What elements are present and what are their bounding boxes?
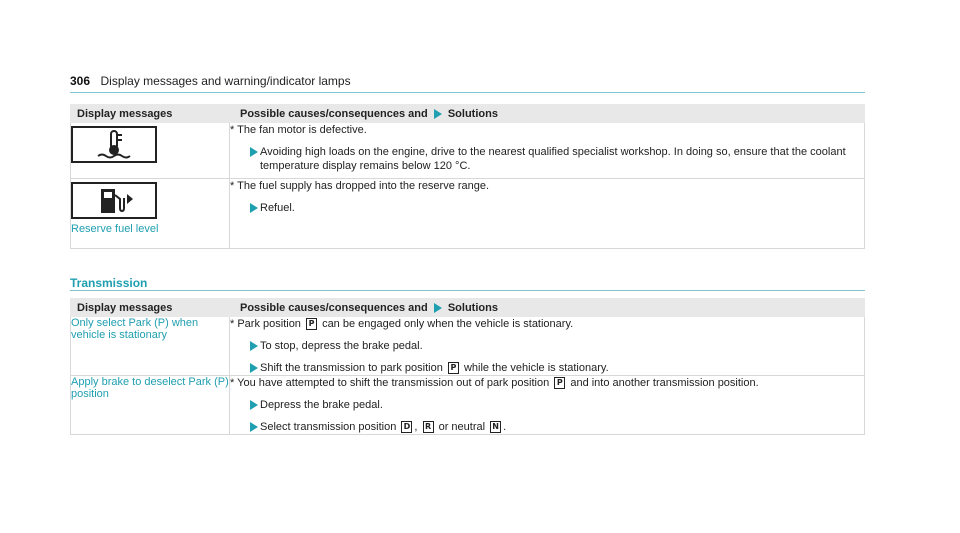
cause-text: * The fan motor is defective. bbox=[230, 124, 367, 136]
col-solutions-label: Solutions bbox=[447, 107, 498, 120]
arrow-right-icon bbox=[250, 363, 258, 373]
cause-text: * The fuel supply has dropped into the reserve range. bbox=[230, 180, 490, 192]
arrow-right-icon bbox=[250, 422, 258, 432]
cause-text-part: * Park position bbox=[230, 318, 301, 330]
solution-step bbox=[230, 398, 864, 412]
solution-step bbox=[230, 361, 864, 375]
solution-cell bbox=[230, 123, 865, 179]
page-number: 306 bbox=[70, 74, 91, 88]
table-row bbox=[71, 376, 865, 435]
park-key-icon: P bbox=[448, 362, 459, 374]
messages-table-transmission bbox=[70, 298, 865, 435]
step-text: , bbox=[414, 421, 418, 433]
step-text: or neutral bbox=[438, 421, 486, 433]
col-causes-label: Possible causes/consequences and bbox=[240, 301, 428, 314]
park-key-icon: P bbox=[306, 318, 317, 330]
step-text: . bbox=[503, 421, 507, 433]
table-row bbox=[71, 179, 865, 249]
display-message-cell bbox=[71, 179, 230, 249]
step-text: Refuel. bbox=[260, 202, 295, 214]
arrow-right-icon bbox=[250, 400, 258, 410]
message-label: Apply brake to deselect Park (P) position bbox=[71, 376, 230, 435]
solution-step bbox=[230, 145, 864, 173]
solution-step bbox=[230, 201, 864, 215]
cause-text-part: * You have attempted to shift the transmission out of park position bbox=[230, 377, 550, 389]
col-causes-solutions bbox=[230, 299, 865, 317]
table-row bbox=[71, 317, 865, 376]
solution-cell bbox=[230, 317, 865, 376]
col-solutions-label: Solutions bbox=[447, 301, 498, 314]
col-display-messages: Display messages bbox=[71, 299, 230, 317]
section-title-transmission: Transmission bbox=[70, 276, 865, 291]
solution-step bbox=[230, 339, 864, 353]
page-title: Display messages and warning/indicator lamps bbox=[100, 74, 351, 88]
arrow-right-icon bbox=[250, 341, 258, 351]
cause-text-part: and into another transmission position. bbox=[570, 377, 759, 389]
neutral-key-icon: N bbox=[490, 421, 501, 433]
col-causes-solutions bbox=[230, 105, 865, 123]
park-key-icon: P bbox=[554, 377, 565, 389]
step-text: Select transmission position bbox=[260, 421, 397, 433]
messages-table-warnings bbox=[70, 104, 865, 249]
arrow-right-icon bbox=[250, 147, 258, 157]
step-text: To stop, depress the brake pedal. bbox=[260, 340, 423, 352]
cause-text bbox=[230, 376, 864, 390]
step-text: while the vehicle is stationary. bbox=[463, 362, 609, 374]
arrow-right-icon bbox=[434, 303, 442, 313]
arrow-right-icon bbox=[250, 203, 258, 213]
solution-cell bbox=[230, 376, 865, 435]
step-text: Depress the brake pedal. bbox=[260, 399, 383, 411]
page-header bbox=[70, 72, 865, 93]
step-text: Shift the transmission to park position bbox=[260, 362, 443, 374]
reverse-key-icon: R bbox=[423, 421, 434, 433]
solution-step bbox=[230, 420, 864, 434]
solution-cell bbox=[230, 179, 865, 249]
col-causes-label: Possible causes/consequences and bbox=[240, 107, 428, 120]
message-label: Reserve fuel level bbox=[71, 223, 159, 235]
cause-text-part: can be engaged only when the vehicle is stationary. bbox=[322, 318, 574, 330]
table-row bbox=[71, 123, 865, 179]
drive-key-icon: D bbox=[401, 421, 412, 433]
table-header-row bbox=[71, 299, 865, 317]
message-label: Only select Park (P) when vehicle is stationary bbox=[71, 317, 230, 376]
coolant-temperature-icon bbox=[71, 126, 157, 163]
fuel-pump-icon bbox=[71, 182, 157, 219]
table-header-row bbox=[71, 105, 865, 123]
display-message-cell bbox=[71, 123, 230, 179]
arrow-right-icon bbox=[434, 109, 442, 119]
col-display-messages: Display messages bbox=[71, 105, 230, 123]
step-text: Avoiding high loads on the engine, drive to the nearest qualified specialist workshop. In doing so, ensure that the coolant temperature display remains below 120 °C. bbox=[260, 146, 846, 172]
cause-text bbox=[230, 317, 864, 331]
